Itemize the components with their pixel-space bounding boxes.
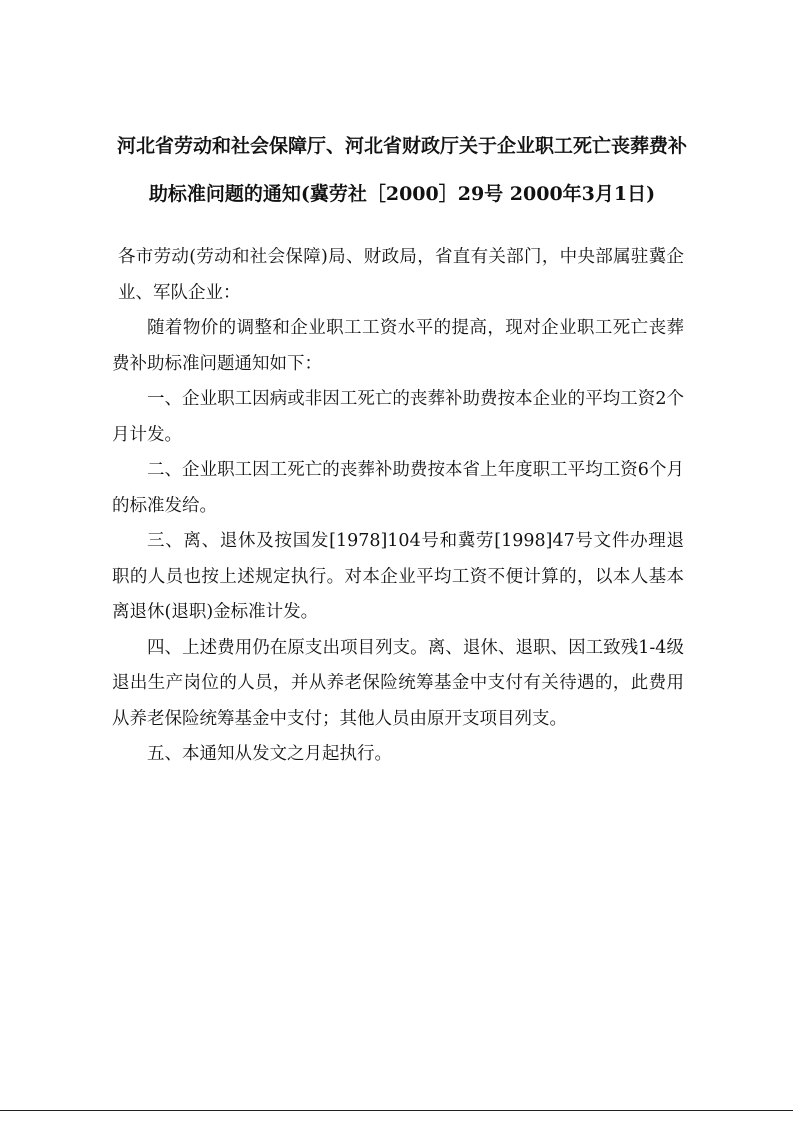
document-body: [112, 240, 684, 773]
salutation-paragraph: 各市劳动(劳动和社会保障)局、财政局，省直有关部门，中央部属驻冀企业、军队企业：: [118, 247, 684, 303]
item-4-paragraph: 四、上述费用仍在原支出项目列支。离、退休、退职、因工致残1-4级退出生产岗位的人员，并从养老保险统筹基金中支付有关待遇的，此费用从养老保险统筹基金中支付；其他人员由原开支项目列支。: [112, 637, 684, 729]
title-line-1: 河北省劳动和社会保障厅、河北省财政厅关于企业职工死亡丧葬费补: [116, 135, 687, 157]
page-bottom-rule: [0, 1110, 793, 1111]
title-line-2: 助标准问题的通知(冀劳社［2000］29号 2000年3月1日): [148, 183, 656, 205]
intro-paragraph: 随着物价的调整和企业职工工资水平的提高，现对企业职工死亡丧葬费补助标准问题通知如下：: [112, 318, 684, 374]
item-1-paragraph: 一、企业职工因病或非因工死亡的丧葬补助费按本企业的平均工资2个月计发。: [112, 389, 684, 445]
item-2-paragraph: 二、企业职工因工死亡的丧葬补助费按本省上年度职工平均工资6个月的标准发给。: [112, 460, 684, 516]
item-3-paragraph: 三、离、退休及按国发[1978]104号和冀劳[1998]47号文件办理退职的人员也按上述规定执行。对本企业平均工资不便计算的，以本人基本离退休(退职)金标准计发。: [112, 531, 684, 622]
item-5-paragraph: 五、本通知从发文之月起执行。: [147, 744, 392, 764]
document-title: [112, 122, 692, 218]
